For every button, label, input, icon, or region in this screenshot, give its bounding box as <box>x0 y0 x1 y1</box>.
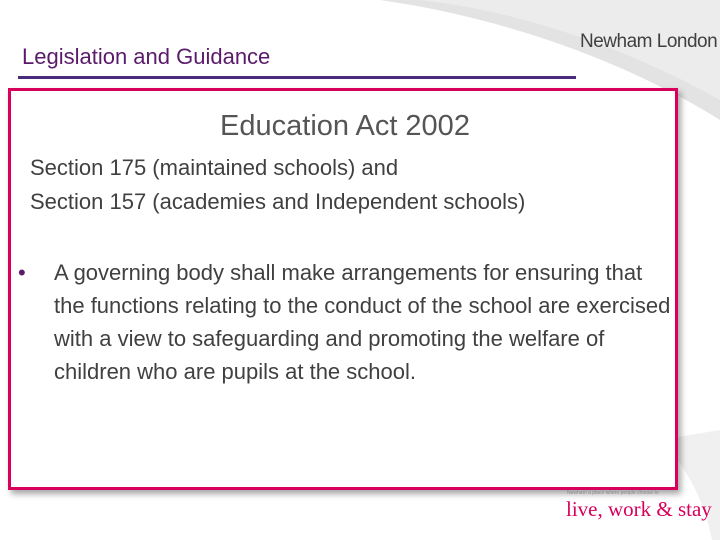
header-title: Legislation and Guidance <box>22 44 271 69</box>
section-line-157: Section 157 (academies and Independent schools) <box>30 189 526 214</box>
live-work-stay-logo: live, work & stay <box>566 497 712 521</box>
section-line-175: Section 175 (maintained schools) and <box>30 155 399 180</box>
bullet-text: A governing body shall make arrangements for ensuring that the functions relating to the conduct of the school are exercised with a view to safeguarding and promoting the welfare of children who are pupils at the school. <box>54 260 671 384</box>
newham-london-logo <box>580 31 720 53</box>
act-title: Education Act 2002 <box>220 110 470 142</box>
footer-tagline: Newham a place where people choose to <box>567 490 659 496</box>
logo-text: Newham London <box>580 31 718 52</box>
bullet-icon: • <box>18 260 26 285</box>
header-divider <box>18 76 576 79</box>
